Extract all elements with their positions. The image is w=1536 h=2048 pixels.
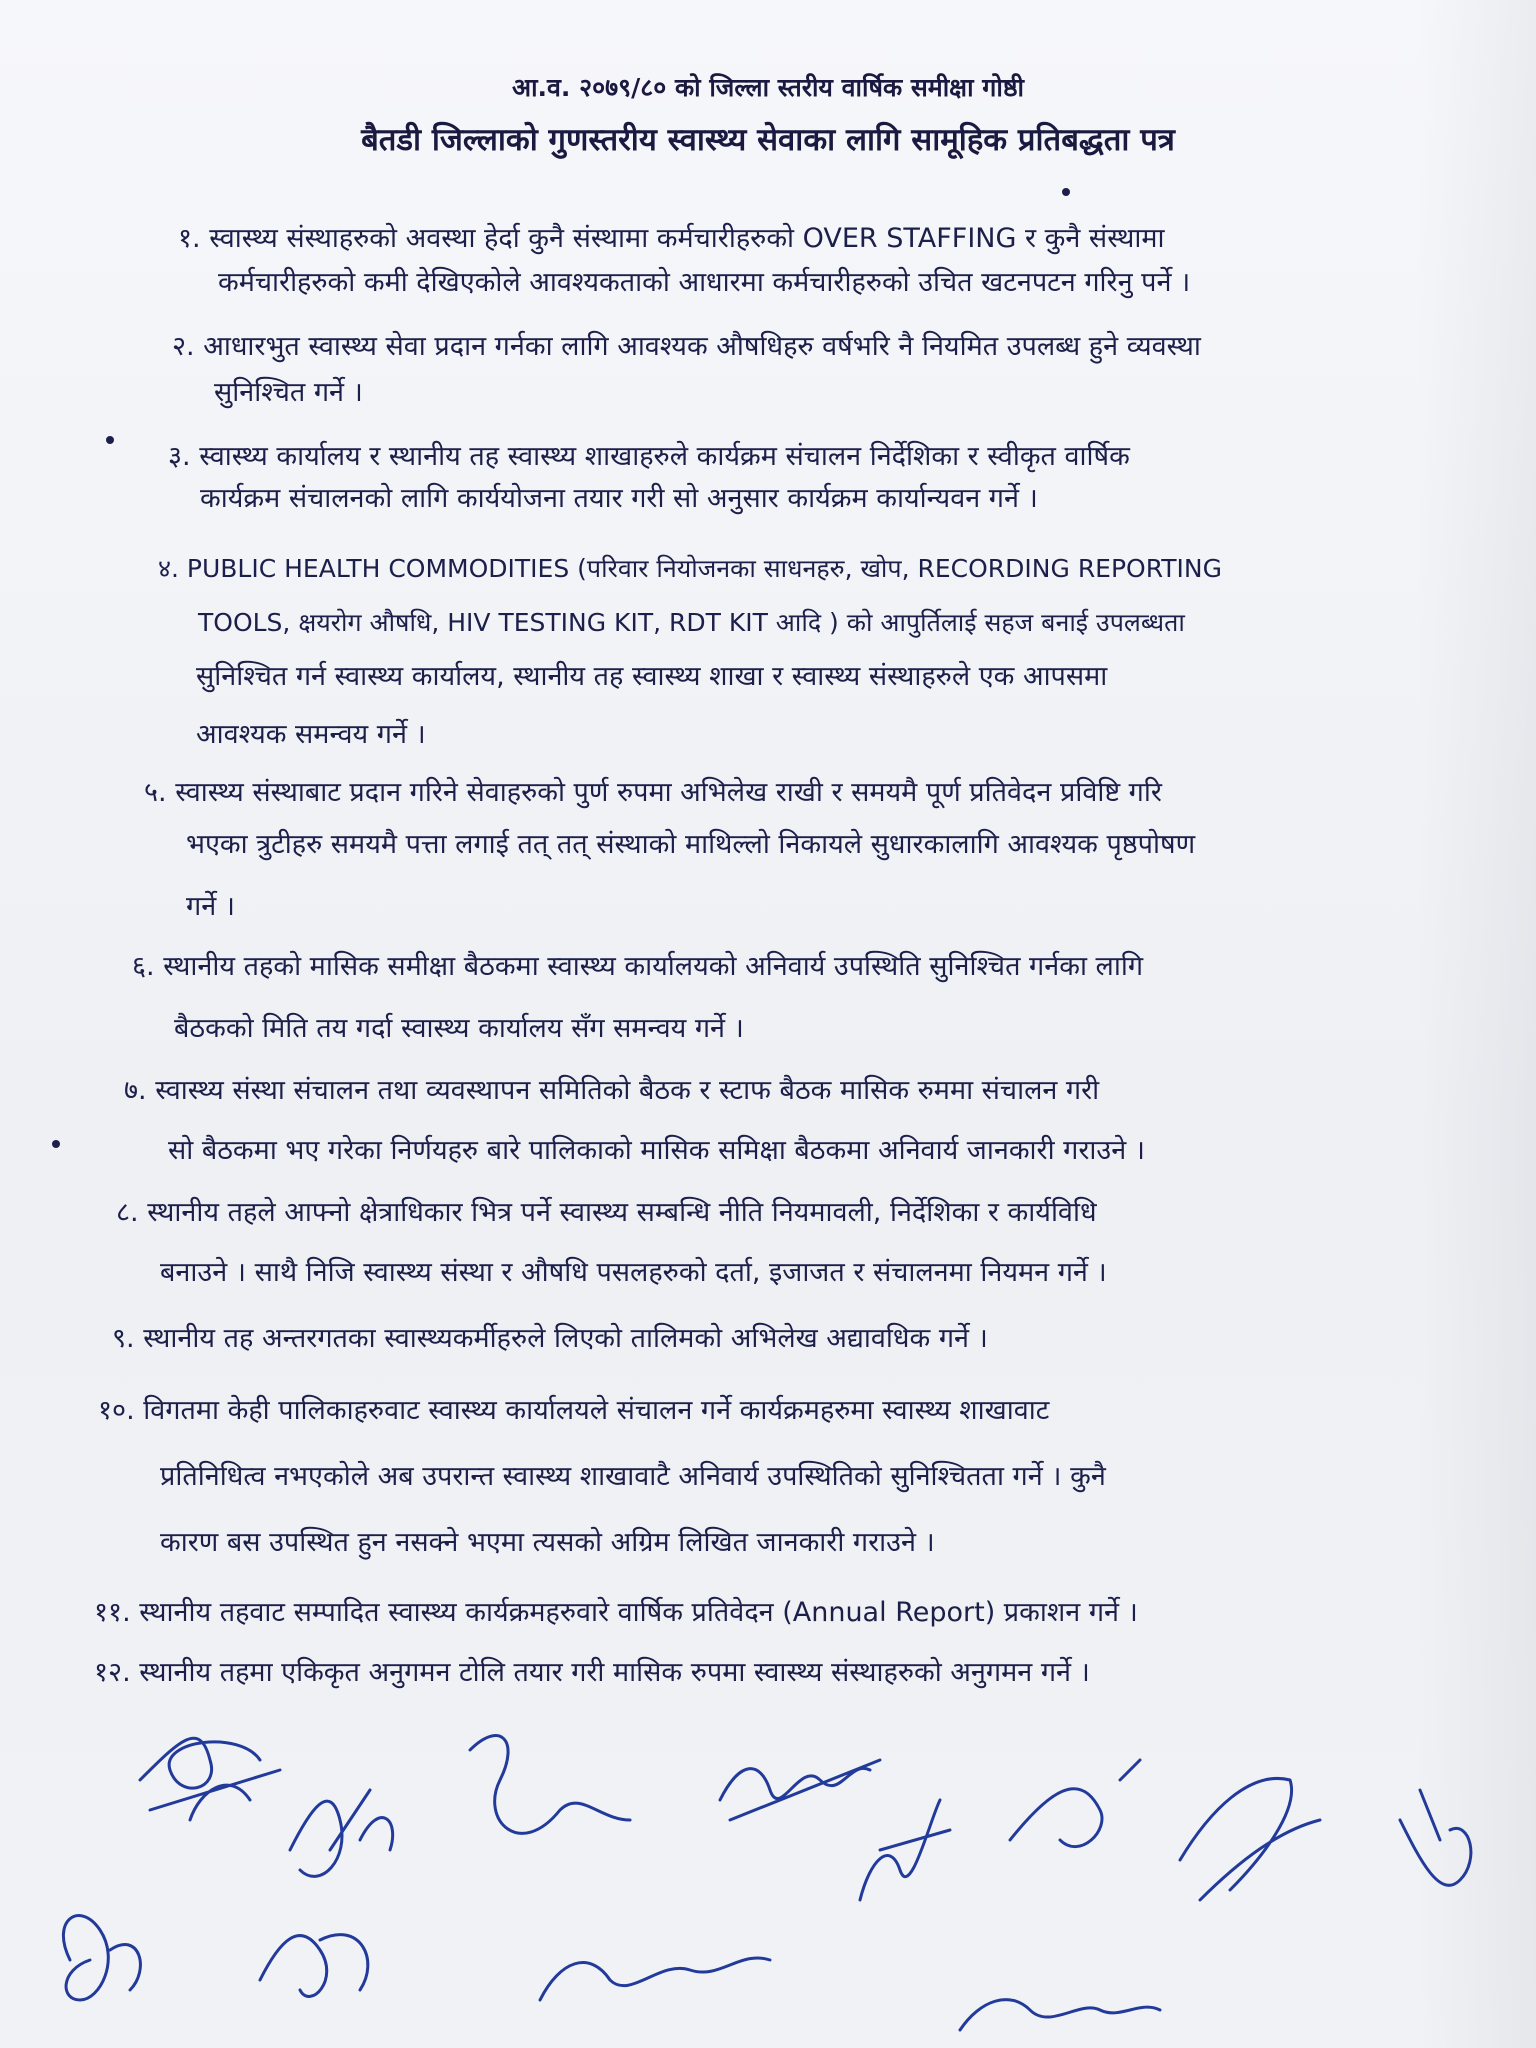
signature-7 xyxy=(1180,1778,1320,1900)
document-title-line2: बैतडी जिल्लाको गुणस्तरीय स्वास्थ्य सेवाका लागि सामूहिक प्रतिबद्धता पत्र xyxy=(361,122,1175,158)
signature-2 xyxy=(290,1790,393,1876)
item-3-line-2: कार्यक्रम संचालनको लागि कार्ययोजना तयार गरी सो अनुसार कार्यक्रम कार्यान्यवन गर्ने । xyxy=(200,483,1038,514)
item-number: २. xyxy=(172,331,195,362)
item-10-line-1: १०. विगतमा केही पालिकाहरुवाट स्वास्थ्य कार्यालयले संचालन गर्ने कार्यक्रमहरुमा स्वास्थ्य शाखावाट xyxy=(98,1395,1050,1426)
item-number: ३. xyxy=(168,441,191,472)
item-number: ५. xyxy=(144,777,167,808)
document-title-line1: आ.व. २०७९/८० को जिल्ला स्तरीय वार्षिक समीक्षा गोष्ठी xyxy=(511,73,1025,102)
item-3-line-1: ३. स्वास्थ्य कार्यालय र स्थानीय तह स्वास्थ्य शाखाहरुले कार्यक्रम संचालन निर्देशिका र स्वीकृत वार्षिक xyxy=(168,441,1130,472)
item-5-line-1: ५. स्वास्थ्य संस्थाबाट प्रदान गरिने सेवाहरुको पुर्ण रुपमा अभिलेख राखी र समयमै पूर्ण प्रतिवेदन प्रविष्टि गरि xyxy=(144,777,1162,808)
item-7-line-1: ७. स्वास्थ्य संस्था संचालन तथा व्यवस्थापन समितिको बैठक र स्टाफ बैठक मासिक रुममा संचालन गरी xyxy=(124,1075,1100,1106)
item-7-line-2: सो बैठकमा भए गरेका निर्णयहरु बारे पालिकाको मासिक समिक्षा बैठकमा अनिवार्य जानकारी गराउने । xyxy=(168,1135,1146,1166)
item-number: १०. xyxy=(98,1395,135,1426)
ink-dot xyxy=(106,436,114,444)
item-number: १२. xyxy=(94,1657,131,1688)
item-4-line-1: ४. PUBLIC HEALTH COMMODITIES (परिवार नियोजनका साधनहरु, खोप, RECORDING REPORTING xyxy=(158,554,1223,583)
item-9-line-1: ९. स्थानीय तह अन्तरगतका स्वास्थ्यकर्मीहरुले लिएको तालिमको अभिलेख अद्यावधिक गर्ने । xyxy=(112,1323,988,1354)
item-5-line-2: भएका त्रुटीहरु समयमै पत्ता लगाई तत् तत् संस्थाको माथिल्लो निकायले सुधारकालागि आवश्यक पृष्ठपोषण xyxy=(186,829,1196,860)
signature-6 xyxy=(1010,1760,1140,1847)
item-8-line-1: ८. स्थानीय तहले आफ्नो क्षेत्राधिकार भित्र पर्ने स्वास्थ्य सम्बन्धि नीति नियमावली, निर्देशिका र कार्यविधि xyxy=(116,1197,1097,1228)
signature-11 xyxy=(540,1958,770,2000)
item-1-line-1: १. स्वास्थ्य संस्थाहरुको अवस्था हेर्दा कुनै संस्थामा कर्मचारीहरुको OVER STAFFING र कुनै संस्थामा xyxy=(178,223,1165,254)
item-number: ७. xyxy=(124,1075,147,1106)
signature-8 xyxy=(1400,1790,1471,1885)
item-6-line-1: ६. स्थानीय तहको मासिक समीक्षा बैठकमा स्वास्थ्य कार्यालयको अनिवार्य उपस्थिति सुनिश्चित गर्नका लागि xyxy=(132,951,1144,982)
item-number: १. xyxy=(178,223,201,254)
signature-1 xyxy=(140,1738,280,1820)
item-4-line-4: आवश्यक समन्वय गर्ने । xyxy=(196,719,426,750)
signature-10 xyxy=(260,1935,368,1997)
item-11-line-1: ११. स्थानीय तहवाट सम्पादित स्वास्थ्य कार्यक्रमहरुवारे वार्षिक प्रतिवेदन (Annual Report) प्रकाशन गर्ने । xyxy=(94,1597,1138,1628)
ink-dot xyxy=(52,1140,60,1148)
item-1-line-2: कर्मचारीहरुको कमी देखिएकोले आवश्यकताको आधारमा कर्मचारीहरुको उचित खटनपटन गरिनु पर्ने । xyxy=(218,267,1191,298)
item-number: ८. xyxy=(116,1197,139,1228)
item-number: ९. xyxy=(112,1323,135,1354)
item-4-line-2: TOOLS, क्षयरोग औषधि, HIV TESTING KIT, RDT KIT आदि ) को आपुर्तिलाई सहज बनाई उपलब्धता xyxy=(198,608,1185,637)
item-10-line-3: कारण बस उपस्थित हुन नसक्ने भएमा त्यसको अग्रिम लिखित जानकारी गराउने । xyxy=(160,1527,935,1558)
item-2-line-2: सुनिश्चित गर्ने । xyxy=(214,377,363,408)
item-8-line-2: बनाउने । साथै निजि स्वास्थ्य संस्था र औषधि पसलहरुको दर्ता, इजाजत र संचालनमा नियमन गर्ने । xyxy=(160,1257,1107,1288)
signature-3 xyxy=(470,1736,630,1834)
item-number: ४. xyxy=(158,554,179,583)
signature-9 xyxy=(63,1916,140,2000)
item-number: ११. xyxy=(94,1597,131,1628)
signature-area xyxy=(0,1700,1536,2048)
signature-5 xyxy=(860,1800,950,1900)
ink-dot xyxy=(1062,188,1070,196)
item-12-line-1: १२. स्थानीय तहमा एकिकृत अनुगमन टोलि तयार गरी मासिक रुपमा स्वास्थ्य संस्थाहरुको अनुगमन गर्ने । xyxy=(94,1657,1090,1688)
item-10-line-2: प्रतिनिधित्व नभएकोले अब उपरान्त स्वास्थ्य शाखावाटै अनिवार्य उपस्थितिको सुनिश्चितता गर्ने । कुनै xyxy=(160,1461,1106,1492)
signature-12 xyxy=(960,2000,1160,2030)
item-number: ६. xyxy=(132,951,155,982)
item-5-line-3: गर्ने । xyxy=(186,891,236,922)
item-6-line-2: बैठकको मिति तय गर्दा स्वास्थ्य कार्यालय सँग समन्वय गर्ने । xyxy=(174,1013,744,1044)
item-2-line-1: २. आधारभुत स्वास्थ्य सेवा प्रदान गर्नका लागि आवश्यक औषधिहरु वर्षभरि नै नियमित उपलब्ध हुने व्यवस्था xyxy=(172,331,1201,362)
item-4-line-3: सुनिश्चित गर्न स्वास्थ्य कार्यालय, स्थानीय तह स्वास्थ्य शाखा र स्वास्थ्य संस्थाहरुले एक आपसमा xyxy=(196,661,1108,692)
signature-4 xyxy=(720,1760,880,1820)
